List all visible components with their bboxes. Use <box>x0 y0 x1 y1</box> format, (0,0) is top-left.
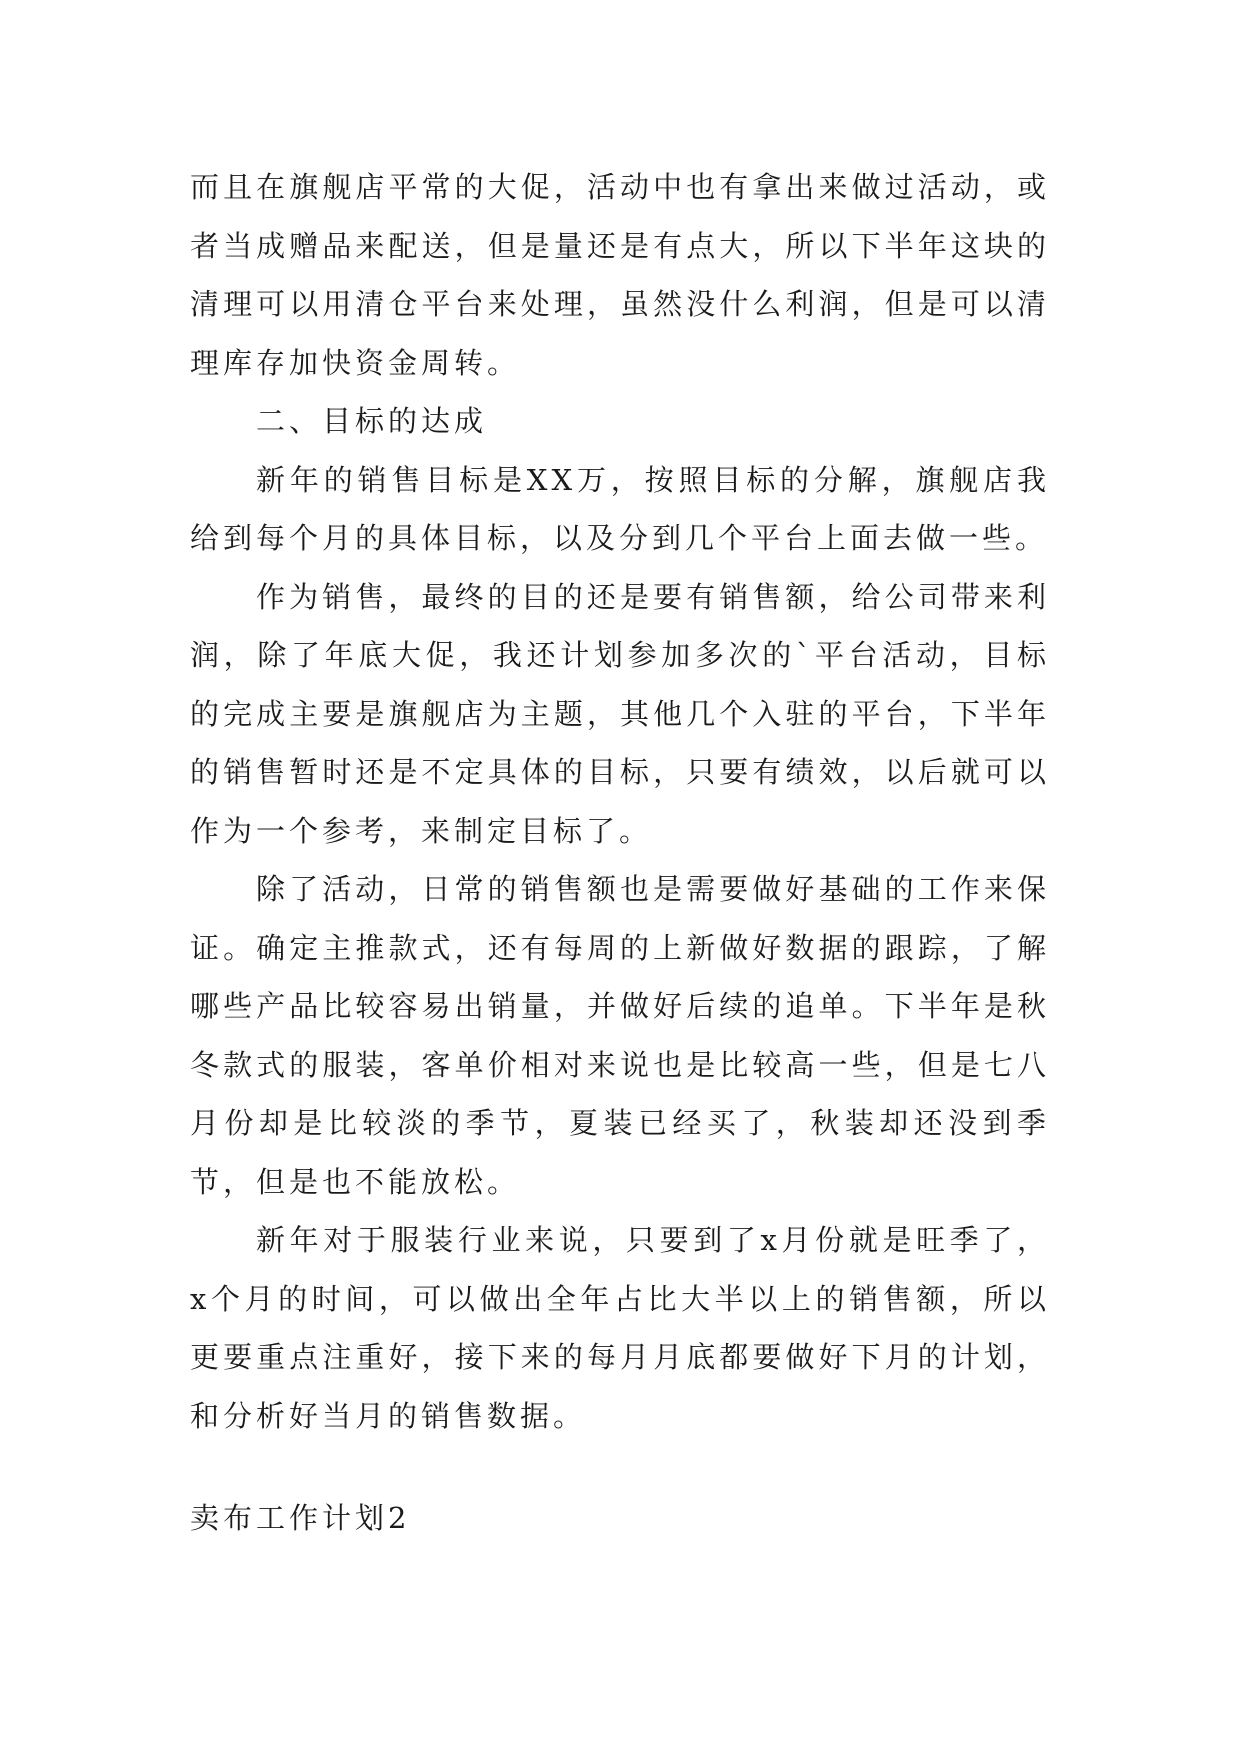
document-body <box>190 158 1050 1445</box>
paragraph-continuation: 而且在旗舰店平常的大促，活动中也有拿出来做过活动，或者当成赠品来配送，但是量还是有点大，所以下半年这块的清理可以用清仓平台来处理，虽然没什么利润，但是可以清理库存加快资金周转。 <box>190 170 1050 380</box>
paragraph-sales-purpose: 作为销售，最终的目的还是要有销售额，给公司带来利润，除了年底大促，我还计划参加多次的`平台活动，目标的完成主要是旗舰店为主题，其他几个入驻的平台，下半年的销售暂时还是不定具体的目标，只要有绩效，以后就可以作为一个参考，来制定目标了。 <box>190 579 1050 848</box>
section-heading-goal-achievement: 二、目标的达成 <box>256 404 488 438</box>
next-section-title: 卖布工作计划2 <box>190 1501 411 1535</box>
paragraph-sales-target: 新年的销售目标是XX万，按照目标的分解，旗舰店我给到每个月的具体目标，以及分到几个平台上面去做一些。 <box>190 462 1050 555</box>
paragraph-peak-season: 新年对于服装行业来说，只要到了x月份就是旺季了，x个月的时间，可以做出全年占比大半以上的销售额，所以更要重点注重好，接下来的每月月底都要做好下月的计划，和分析好当月的销售数据。 <box>190 1223 1050 1433</box>
paragraph-daily-sales: 除了活动，日常的销售额也是需要做好基础的工作来保证。确定主推款式，还有每周的上新做好数据的跟踪，了解哪些产品比较容易出销量，并做好后续的追单。下半年是秋冬款式的服装，客单价相对来说也是比较高一些，但是七八月份却是比较淡的季节，夏装已经买了，秋装却还没到季节，但是也不能放松。 <box>190 872 1050 1199</box>
